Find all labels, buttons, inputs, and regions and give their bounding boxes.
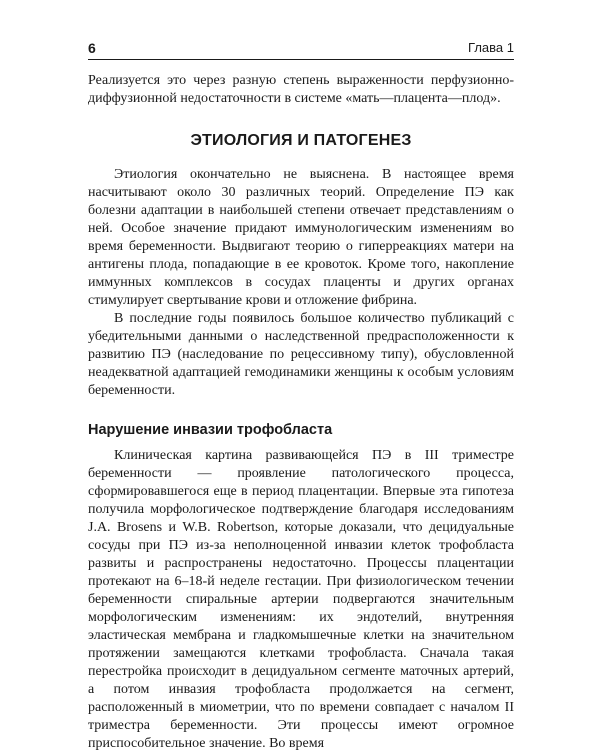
section-paragraph-2: В последние годы появилось большое количество публикаций с убедительными данными о наследственной предрасположенности к развитию ПЭ (наследование по рецессивному типу), обусловленной неадекватной адаптацией гемодинамики женщины к особым условиям беременности.	[88, 311, 514, 398]
subsection-paragraph: Клиническая картина развивающейся ПЭ в III триместре беременности — проявление патологического процесса, сформировавшегося еще в период плацентации. Впервые эта гипотеза получила морфологическое подтверждение благодаря исследованиям J.A. Brosens и W.B. Robertson, которые доказали, что децидуальные сосуды при ПЭ из-за неполноценной инвазии клеток трофобласта развиты и распространены недостаточно. Процессы плацентации протекают на 6–18-й неделе гестации. При физиологическом течении беременности спиральные артерии подвергаются значительным морфологическим изменениям: их эндотелий, внутренняя эластическая мембрана и гладкомышечные клетки на значительном протяжении замещаются клетками трофобласта. Сначала такая перестройка происходит в децидуальном сегменте маточных артерий, а потом инвазия трофобласта продолжается на сегмент, расположенный в миометрии, что по времени совпадает с началом II триместра беременности. Эти процессы имеют огромное приспособительное значение. Во время	[88, 448, 514, 751]
section-paragraph-1: Этиология окончательно не выяснена. В настоящее время насчитывают около 30 различных теорий. Определение ПЭ как болезни адаптации в наибольшей степени отвечает представлениям о ней. Особое значение придают иммунологическим изменениям во время беременности. Выдвигают теорию о гиперреакциях матери на антигены плода, попадающие в ее кровоток. Кроме того, накопление иммунных комплексов в сосудах плаценты и других органах стимулирует свертывание крови и отложение фибрина.	[88, 167, 514, 308]
intro-paragraph: Реализуется это через разную степень выраженности перфузионно-диффузионной недостаточности в системе «мать—плацента—плод».	[88, 73, 514, 106]
header-rule	[88, 59, 514, 60]
page-body	[88, 72, 514, 753]
subsection-title: Нарушение инвазии трофобласта	[88, 422, 333, 438]
chapter-label: Глава 1	[468, 40, 514, 55]
running-header	[88, 30, 514, 60]
section-title: ЭТИОЛОГИЯ И ПАТОГЕНЕЗ	[190, 132, 412, 149]
page-number: 6	[88, 40, 96, 56]
